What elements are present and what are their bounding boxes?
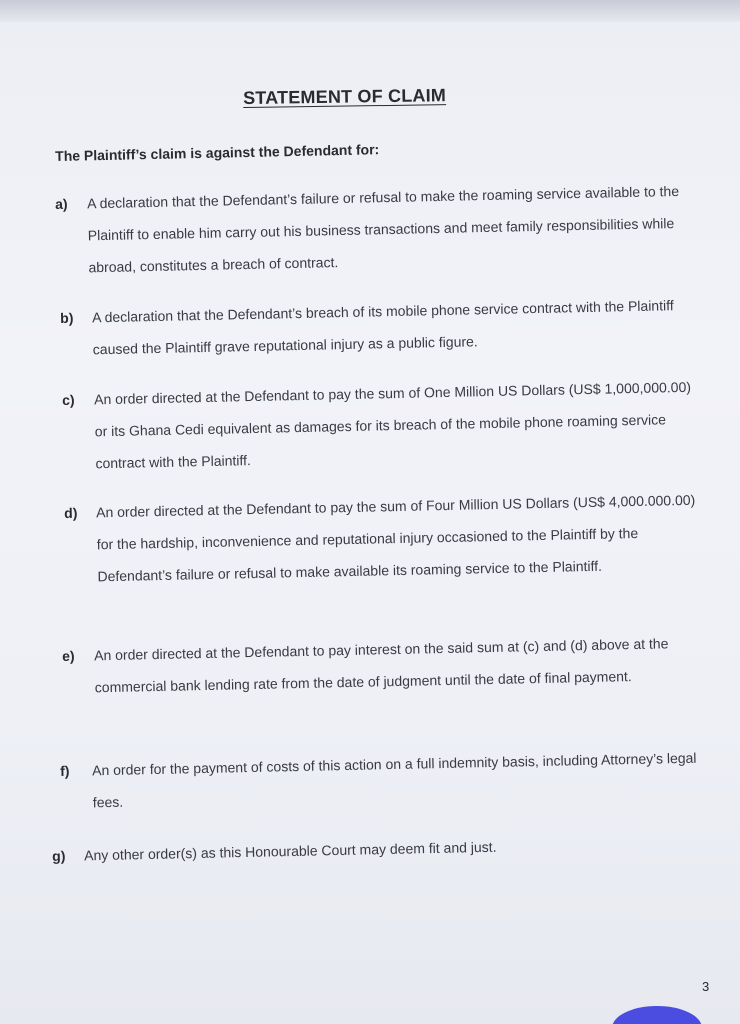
claim-item-text: A declaration that the Defendant’s failure or refusal to make the roaming service available to the Plaintiff to enable him carry out his business transactions and meet family responsibilities while abroad, constitutes a breach of contract. [86, 182, 680, 276]
claim-item-marker: a) [55, 195, 68, 212]
scan-artifact [612, 1006, 702, 1024]
claim-item-d [64, 492, 706, 593]
claim-item-marker: b) [60, 309, 74, 326]
claim-item-text: Any other order(s) as this Honourable Court may deem fit and just. [83, 838, 497, 864]
document-title: STATEMENT OF CLAIM [243, 85, 447, 108]
claim-item-text: An order for the payment of costs of this action on a full indemnity basis, including Attorney’s legal fees. [91, 749, 697, 811]
claim-item-f [60, 750, 701, 819]
claim-item-text: A declaration that the Defendant’s breach of its mobile phone service contract with the Plaintiff caused the Plaintiff grave reputational injury as a public figure. [91, 297, 674, 358]
claim-item-marker: e) [62, 647, 75, 664]
claim-item-e [62, 635, 703, 704]
claim-item-text: An order directed at the Defendant to pay the sum of One Million US Dollars (US$ 1,000,000.00) or its Ghana Cedi equivalent as damages for its breach of the mobile phone roaming service contract with the Plaintiff. [93, 378, 692, 472]
claim-item-marker: g) [52, 847, 66, 864]
claim-item-text: An order directed at the Defendant to pay the sum of Four Million US Dollars (US$ 4,000.000.00) for the hardship, inconvenience and reputational injury occasioned to the Plaintiff by the Defendant’s failure or refusal to make available its roaming service to the Plaintiff. [95, 491, 696, 585]
claim-item-g [52, 835, 692, 872]
claim-item-a [55, 183, 697, 284]
claim-intro: The Plaintiff’s claim is against the Defendant for: [55, 141, 380, 164]
claim-item-marker: d) [64, 504, 78, 521]
claim-item-marker: f) [60, 762, 70, 779]
claim-item-b [60, 297, 701, 366]
claim-item-c [62, 379, 704, 480]
page-number: 3 [702, 979, 710, 994]
claim-item-text: An order directed at the Defendant to pay interest on the said sum at (c) and (d) above at the commercial bank lending rate from the date of judgment until the date of final payment. [93, 635, 669, 696]
claim-item-marker: c) [62, 391, 75, 408]
top-shadow [0, 0, 740, 22]
